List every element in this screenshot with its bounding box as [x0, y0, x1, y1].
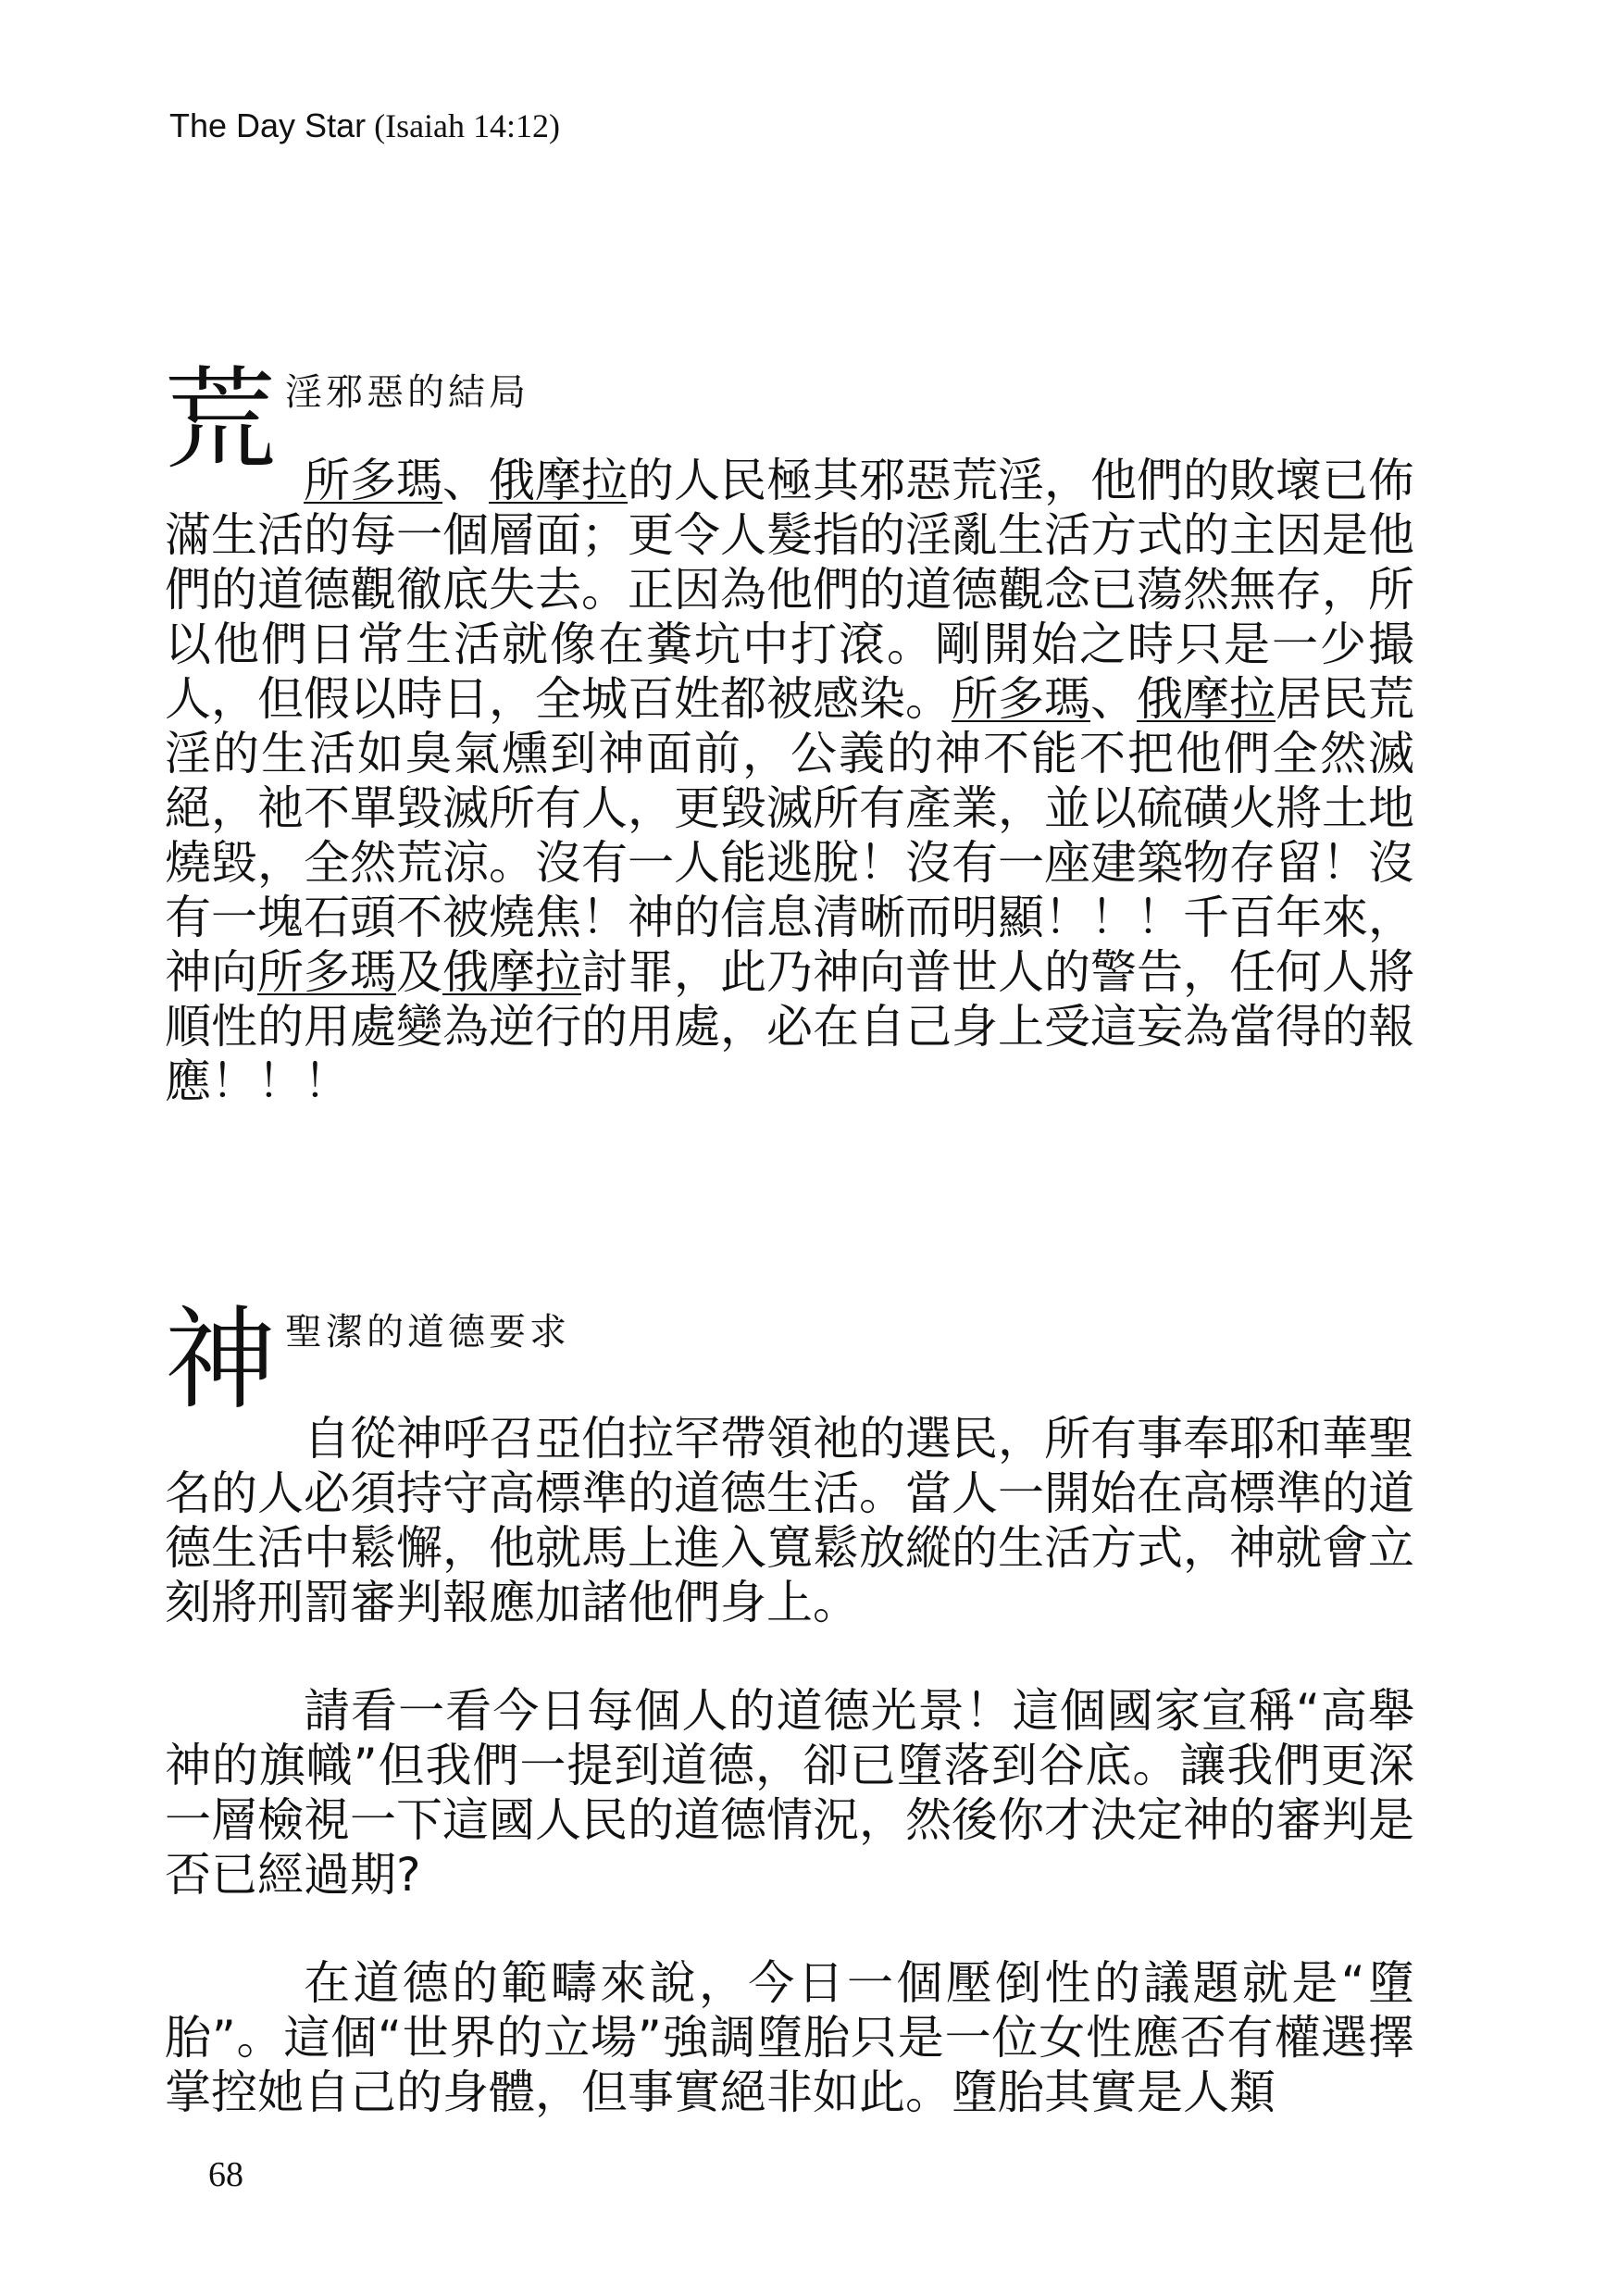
text-run: 及 [396, 945, 442, 999]
paragraph: 自從神呼召亞伯拉罕帶領祂的選民，所有事奉耶和華聖名的人必須持守高標準的道德生活。當人一開始在高標準的道德生活中鬆懈，他就馬上進入寬鬆放縱的生活方式，神就會立刻將刑罰審判報應加諸他們身上。 [165, 1412, 1414, 1629]
place-name: 所多瑪 [304, 454, 442, 507]
section-holy-moral-requirements [165, 1296, 1414, 2120]
text-run: 、 [442, 454, 489, 507]
running-head [169, 104, 560, 148]
drop-cap: 神 [165, 1296, 276, 1425]
section-title: 淫邪惡的結局 [285, 371, 529, 414]
paragraph-gap [165, 1630, 1414, 1684]
text-run: 、 [1090, 672, 1137, 726]
drop-cap: 荒 [165, 356, 276, 485]
paragraph: 在道德的範疇來說，今日一個壓倒性的議題就是“墮胎”。這個“世界的立場”強調墮胎只是一位女性應否有權選擇掌控她自己的身體，但事實絕非如此。墮胎其實是人類 [165, 1956, 1414, 2119]
section-heading [165, 356, 1414, 489]
place-name: 所多瑪 [257, 945, 396, 999]
text-run: 居民荒淫的生活如臭氣燻到神面前，公義的神不能不把他們全然滅絕，祂不單毀滅所有人，更毀滅所有產業，並以硫磺火將土地燒毀，全然荒涼。沒有一人能逃脫！沒有一座建築物存留！沒有一塊石頭不被燒焦！神的信息清晰而明顯！！！千百年來，神向 [165, 672, 1414, 999]
page-number: 68 [208, 2155, 243, 2194]
running-head-title: The Day Star [169, 106, 367, 144]
place-name: 俄摩拉 [442, 945, 581, 999]
section-heading [165, 1296, 1414, 1429]
paragraph-gap [165, 1903, 1414, 1956]
paragraph [165, 454, 1414, 1109]
place-name: 俄摩拉 [1137, 672, 1276, 726]
section-lust-outcome [165, 356, 1414, 1109]
running-head-reference: (Isaiah 14:12) [374, 107, 561, 144]
section-title: 聖潔的道德要求 [285, 1311, 570, 1354]
paragraph: 請看一看今日每個人的道德光景！這個國家宣稱“高舉神的旗幟”但我們一提到道德，卻已墮落到谷底。讓我們更深一層檢視一下這國人民的道德情況，然後你才決定神的審判是否已經過期? [165, 1684, 1414, 1902]
place-name: 俄摩拉 [489, 454, 628, 507]
text-run: 討罪，此乃神向普世人的警告，任何人將順性的用處變為逆行的用處，必在自己身上受這妄為當得的報應！！！ [165, 945, 1414, 1108]
place-name: 所多瑪 [952, 672, 1090, 726]
text-run: 的人民極其邪惡荒淫，他們的敗壞已佈滿生活的每一個層面；更令人髮指的淫亂生活方式的主因是他們的道德觀徹底失去。正因為他們的道德觀念已蕩然無存，所以他們日常生活就像在糞坑中打滾。剛開始之時只是一少撮人，但假以時日，全城百姓都被感染。 [165, 454, 1414, 726]
